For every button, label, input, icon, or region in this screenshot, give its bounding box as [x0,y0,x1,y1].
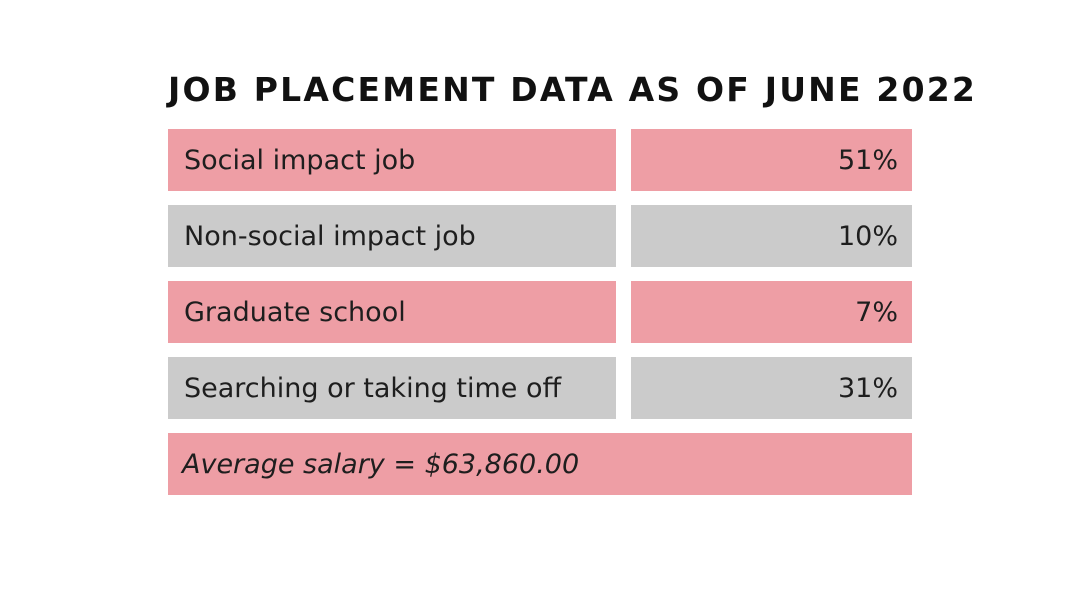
table-row [168,205,912,267]
placement-table [168,129,912,495]
row-value-searching: 31% [631,357,912,419]
average-salary-row: Average salary = $63,860.00 [168,433,912,495]
page-title: JOB PLACEMENT DATA AS OF JUNE 2022 [168,70,978,109]
table-row [168,129,912,191]
row-value-non-social-impact: 10% [631,205,912,267]
table-row [168,357,912,419]
row-label-searching: Searching or taking time off [168,357,616,419]
row-label-graduate-school: Graduate school [168,281,616,343]
row-label-social-impact: Social impact job [168,129,616,191]
table-row [168,281,912,343]
row-label-non-social-impact: Non-social impact job [168,205,616,267]
row-value-social-impact: 51% [631,129,912,191]
row-value-graduate-school: 7% [631,281,912,343]
